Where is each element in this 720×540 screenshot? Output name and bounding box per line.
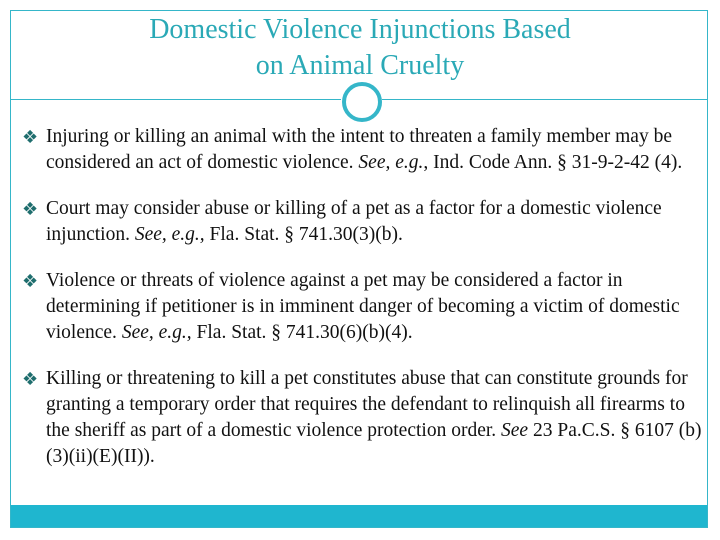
bullet-citation: Fla. Stat. § 741.30(3)(b).: [204, 224, 403, 245]
bullet-citation-signal: See, e.g.: [358, 152, 424, 173]
bullet-item: [22, 196, 702, 248]
title-divider-right: [382, 99, 707, 100]
slide-title-line-1: Domestic Violence Injunctions Based: [149, 14, 571, 45]
bullet-citation: , Ind. Code Ann. § 31-9-2-42 (4).: [423, 152, 683, 173]
diamond-bullet-icon: ❖: [22, 369, 39, 390]
bullet-citation-signal: See, e.g.,: [121, 322, 192, 343]
bullet-text: Injuring or killing an animal with the intent to threaten a family member may be considered an act of domestic violence.: [46, 126, 672, 173]
footer-accent-bar: [11, 505, 707, 527]
bullet-text: Court may consider abuse or killing of a pet as a factor for a domestic violence injunction.: [46, 198, 662, 245]
diamond-bullet-icon: ❖: [22, 199, 39, 220]
bullet-text: Killing or threatening to kill a pet constitutes abuse that can constitute grounds for granting a temporary order that requires the defendant to relinquish all firearms to the sheriff as part of a domestic violence protection order.: [46, 368, 688, 441]
bullet-citation: 23 Pa.C.S. § 6107 (b)(3)(ii)(E)(II)).: [46, 420, 702, 467]
bullet-citation: Fla. Stat. § 741.30(6)(b)(4).: [191, 322, 413, 343]
bullet-item: [22, 366, 702, 470]
slide-title: [10, 12, 710, 84]
bullet-citation-signal: See, e.g.,: [134, 224, 205, 245]
diamond-bullet-icon: ❖: [22, 127, 39, 148]
bullet-text: Violence or threats of violence against a pet may be considered a factor in determining if petitioner is in imminent danger of becoming a victim of domestic violence.: [46, 270, 680, 343]
bullet-citation-signal: See: [501, 420, 529, 441]
bullet-item: [22, 124, 702, 176]
title-divider-left: [11, 99, 341, 100]
diamond-bullet-icon: ❖: [22, 271, 39, 292]
bullet-list: [22, 124, 702, 490]
bullet-item: [22, 268, 702, 346]
divider-circle-icon: [342, 82, 382, 122]
slide-title-line-2: on Animal Cruelty: [255, 50, 465, 81]
